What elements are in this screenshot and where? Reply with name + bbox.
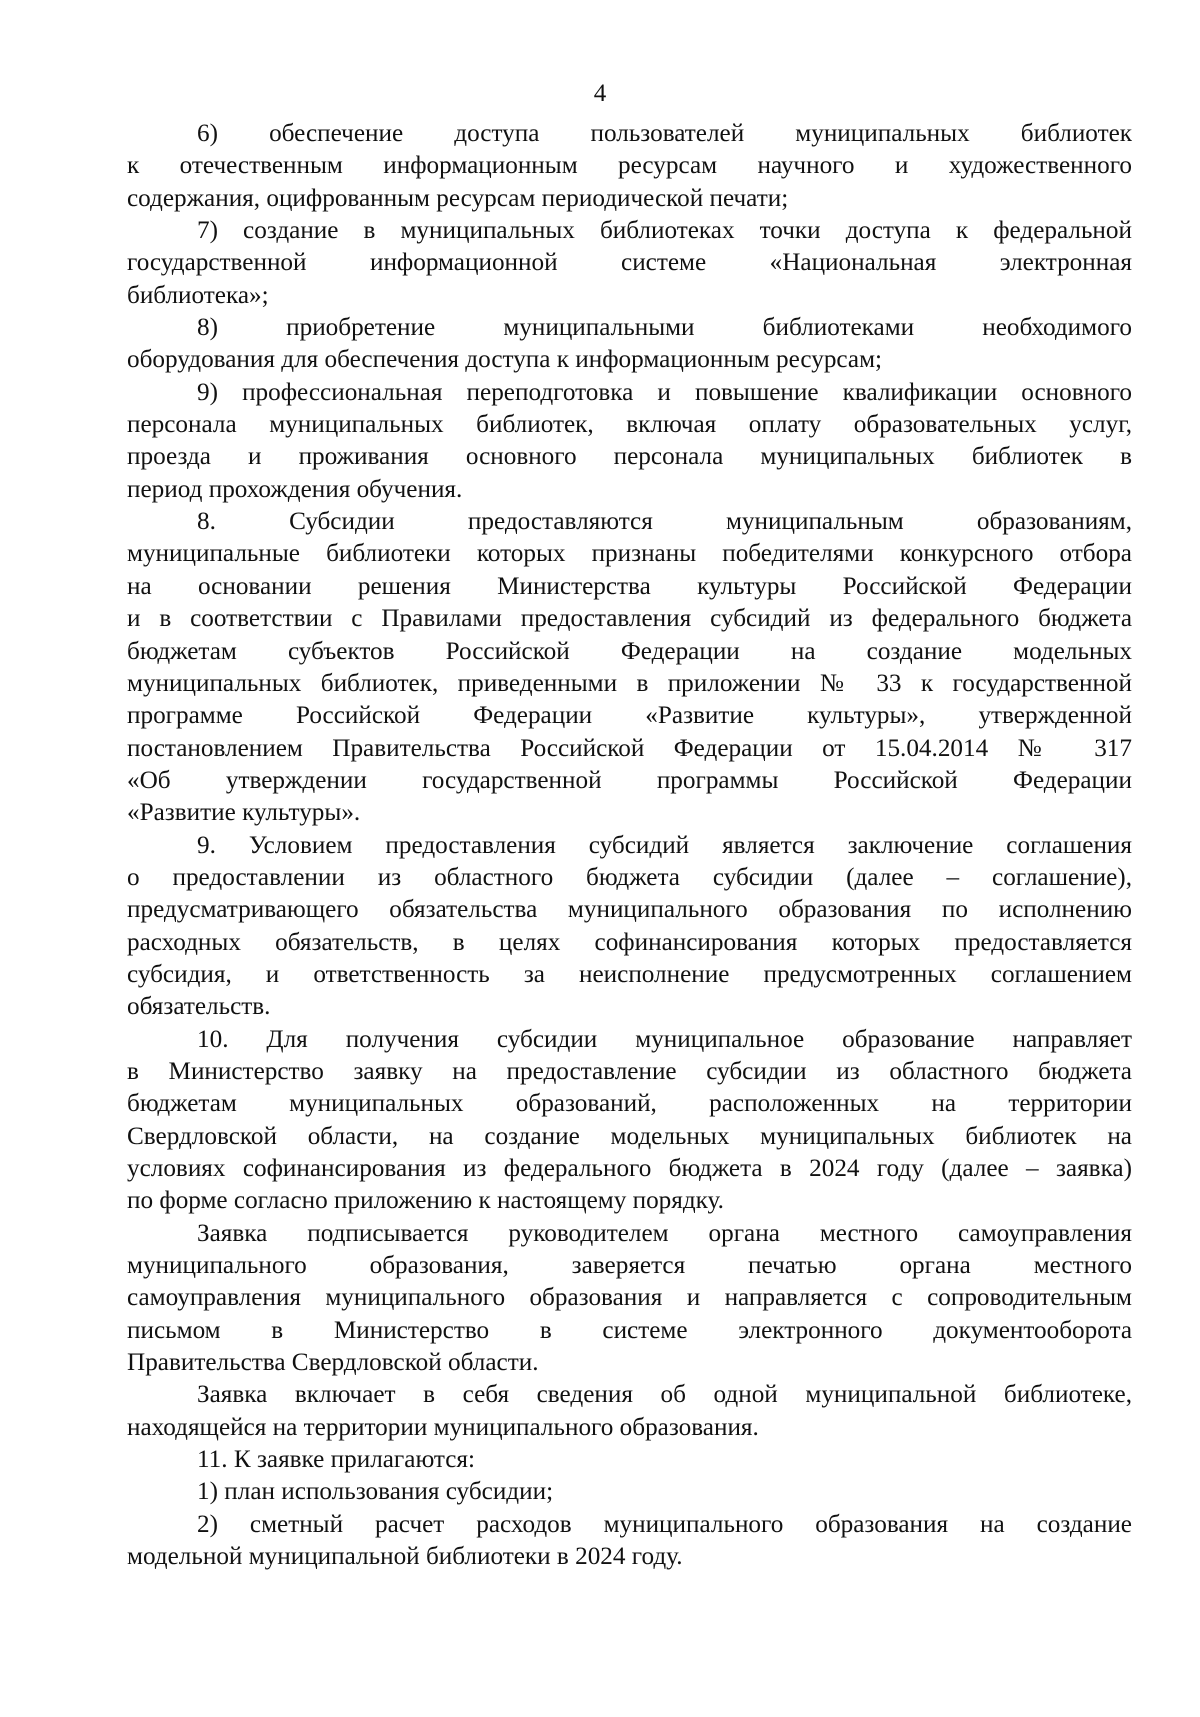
- text-line: 6) обеспечение доступа пользователей муниципальных библиотек: [197, 120, 1132, 147]
- text-line: 9. Условием предоставления субсидий является заключение соглашения: [197, 831, 1132, 859]
- text-line: «Развитие культуры».: [127, 799, 361, 827]
- text-line: в Министерство заявку на предоставление субсидии из областного бюджета: [127, 1057, 1132, 1085]
- text-line: самоуправления муниципального образования и направляется с сопроводительным: [127, 1284, 1132, 1312]
- text-line: Свердловской области, на создание модельных муниципальных библиотек на: [127, 1122, 1132, 1150]
- text-line: 9) профессиональная переподготовка и повышение квалификации основного: [197, 378, 1132, 406]
- text-line: муниципального образования, заверяется печатью органа местного: [127, 1252, 1132, 1280]
- text-line: программе Российской Федерации «Развитие культуры», утвержденной: [127, 702, 1132, 730]
- text-line: находящейся на территории муниципального образования.: [127, 1413, 759, 1441]
- text-line: 8) приобретение муниципальными библиотеками необходимого: [197, 314, 1132, 342]
- text-line: 10. Для получения субсидии муниципальное образование направляет: [197, 1025, 1132, 1053]
- text-line: 2) сметный расчет расходов муниципального образования на создание: [197, 1510, 1132, 1538]
- text-line: персонала муниципальных библиотек, включая оплату образовательных услуг,: [127, 411, 1132, 439]
- page-number: 4: [593, 80, 607, 107]
- text-line: на основании решения Министерства культуры Российской Федерации: [127, 572, 1132, 600]
- text-line: муниципальные библиотеки которых признаны победителями конкурсного отбора: [127, 540, 1132, 568]
- text-line: 11. К заявке прилагаются:: [197, 1446, 476, 1474]
- text-line: по форме согласно приложению к настоящему порядку.: [127, 1187, 724, 1215]
- text-line: к отечественным информационным ресурсам научного и художественного: [127, 152, 1132, 180]
- text-line: модельной муниципальной библиотеки в 2024 году.: [127, 1543, 683, 1571]
- text-line: содержания, оцифрованным ресурсам периодической печати;: [127, 184, 789, 212]
- text-line: Правительства Свердловской области.: [127, 1349, 539, 1377]
- text-line: Заявка включает в себя сведения об одной муниципальной библиотеке,: [197, 1381, 1132, 1409]
- text-line: «Об утверждении государственной программы Российской Федерации: [127, 766, 1132, 794]
- text-line: бюджетам муниципальных образований, расположенных на территории: [127, 1090, 1132, 1118]
- text-line: предусматривающего обязательства муниципального образования по исполнению: [127, 896, 1132, 924]
- text-line: субсидия, и ответственность за неисполнение предусмотренных соглашением: [127, 960, 1132, 988]
- text-line: условиях софинансирования из федерального бюджета в 2024 году (далее – заявка): [127, 1155, 1132, 1182]
- text-line: письмом в Министерство в системе электронного документооборота: [127, 1316, 1132, 1344]
- text-line: государственной информационной системе «Национальная электронная: [127, 249, 1132, 277]
- text-line: о предоставлении из областного бюджета субсидии (далее – соглашение),: [127, 863, 1132, 891]
- text-line: обязательств.: [127, 993, 271, 1021]
- text-line: проезда и проживания основного персонала муниципальных библиотек в: [127, 443, 1132, 471]
- text-line: муниципальных библиотек, приведенными в приложении № 33 к государственной: [127, 669, 1132, 697]
- text-line: расходных обязательств, в целях софинансирования которых предоставляется: [127, 928, 1132, 956]
- text-line: 1) план использования субсидии;: [197, 1478, 554, 1506]
- text-line: 8. Субсидии предоставляются муниципальным образованиям,: [197, 508, 1132, 536]
- text-line: библиотека»;: [127, 281, 269, 309]
- text-line: постановлением Правительства Российской Федерации от 15.04.2014 № 317: [127, 734, 1132, 762]
- text-line: оборудования для обеспечения доступа к информационным ресурсам;: [127, 346, 883, 374]
- text-line: 7) создание в муниципальных библиотеках точки доступа к федеральной: [197, 217, 1132, 245]
- text-line: период прохождения обучения.: [127, 475, 463, 503]
- document-body: [127, 118, 1132, 1573]
- text-line: и в соответствии с Правилами предоставления субсидий из федерального бюджета: [127, 605, 1132, 633]
- text-line: Заявка подписывается руководителем органа местного самоуправления: [197, 1219, 1132, 1247]
- text-line: бюджетам субъектов Российской Федерации на создание модельных: [127, 637, 1132, 665]
